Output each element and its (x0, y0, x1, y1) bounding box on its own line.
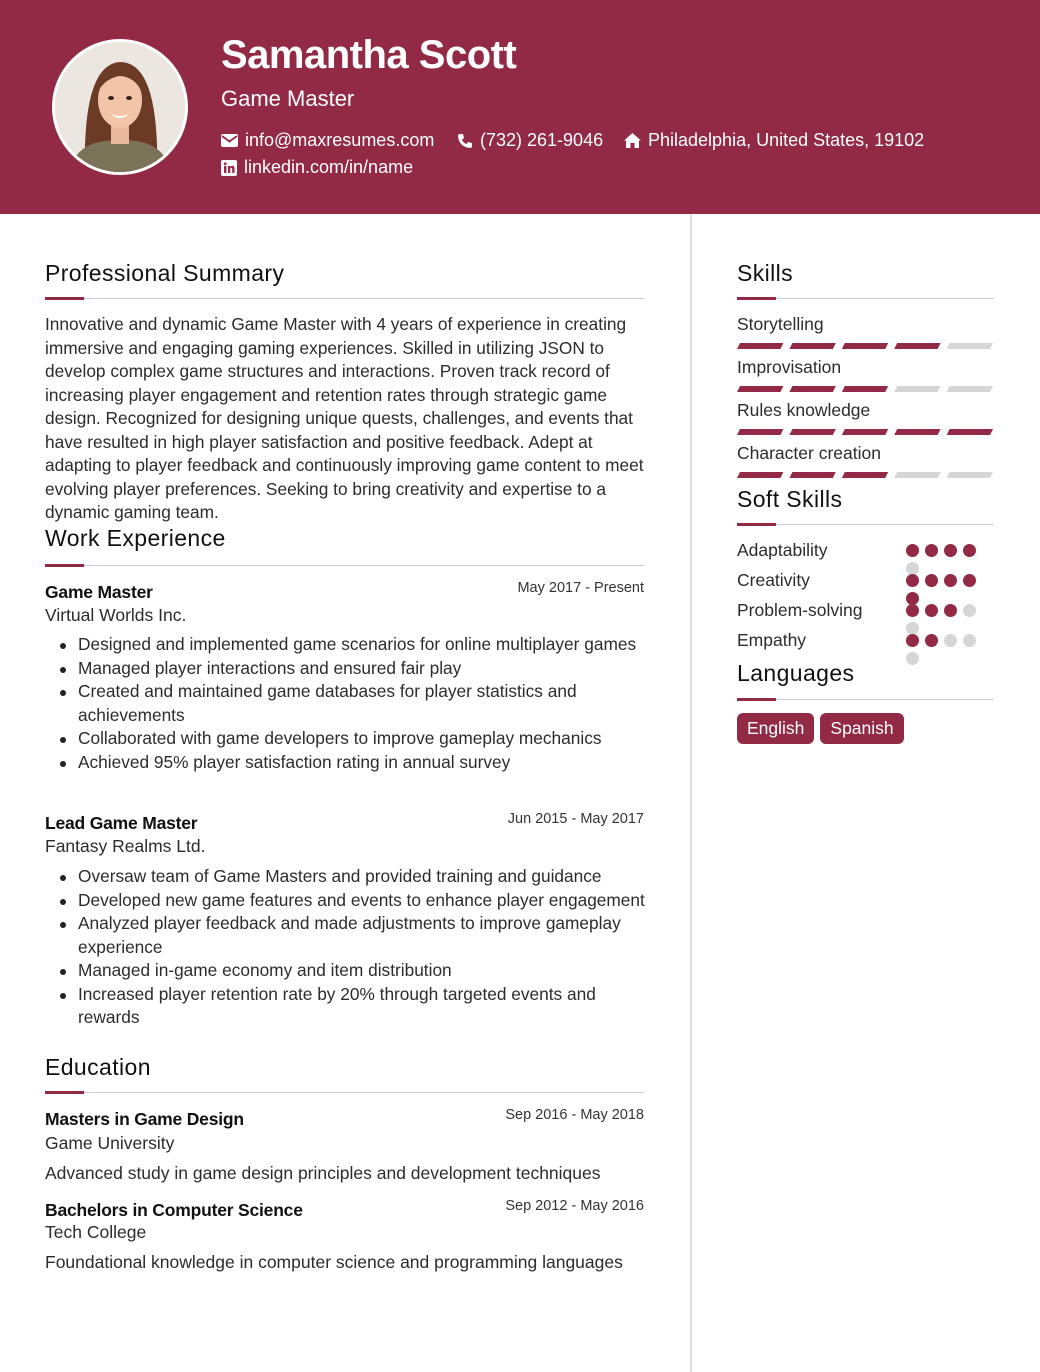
soft-skill-level-dot (963, 544, 976, 557)
language-list (737, 713, 904, 744)
job-1-bullets (78, 865, 648, 1030)
candidate-name: Samantha Scott (221, 33, 517, 77)
skills-heading: Skills (737, 260, 794, 286)
home-icon (624, 133, 641, 148)
contact-phone[interactable] (457, 130, 603, 151)
phone-text: (732) 261-9046 (480, 130, 604, 150)
contact-linkedin[interactable] (221, 157, 413, 178)
soft-skill-1-level (906, 574, 976, 605)
skill-0-level (737, 343, 993, 349)
section-accent (45, 1091, 84, 1094)
soft-skill-1-name: Creativity (737, 570, 810, 590)
skill-level-segment (947, 386, 993, 392)
soft-skills-heading: Soft Skills (737, 486, 843, 512)
job-1-title: Lead Game Master (45, 813, 198, 833)
soft-skill-level-dot (963, 604, 976, 617)
skill-level-segment (842, 343, 888, 349)
edu-0-date: Sep 2016 - May 2018 (505, 1107, 644, 1123)
resume-header (0, 0, 1040, 214)
section-rule (45, 298, 645, 299)
job-0-company: Virtual Worlds Inc. (45, 605, 187, 625)
skill-level-segment (947, 472, 993, 478)
skill-2-name: Rules knowledge (737, 400, 871, 420)
soft-skill-level-dot (925, 604, 938, 617)
skill-level-segment (894, 386, 940, 392)
soft-skill-level-dot (925, 634, 938, 647)
soft-skill-level-dot (963, 574, 976, 587)
soft-skill-3-level (906, 634, 976, 665)
section-accent (737, 698, 776, 701)
soft-skill-level-dot (906, 544, 919, 557)
soft-skill-level-dot (925, 574, 938, 587)
skill-0-name: Storytelling (737, 314, 824, 334)
language-badge: Spanish (820, 713, 903, 744)
list-item: Achieved 95% player satisfaction rating in annual survey (78, 751, 648, 775)
soft-skill-level-dot (944, 634, 957, 647)
list-item: Managed in-game economy and item distribution (78, 959, 648, 983)
section-rule (45, 565, 645, 566)
job-0-title: Game Master (45, 582, 153, 602)
summary-text: Innovative and dynamic Game Master with 4 years of experience in creating immersive and engaging gaming experiences. Skilled in utilizing JSON to develop complex game structures and interactions. Proven track record of increasing player engagement and retention rates through strategic game design. Recognized for designing unique quests, challenges, and events that have resulted in high player satisfaction and positive feedback. Adept at adapting to player feedback and continuously improving game content to meet evolving player preferences. Seeking to bring creativity and expertise to a dynamic gaming team. (45, 314, 644, 522)
skill-level-segment (737, 472, 783, 478)
job-1-date: Jun 2015 - May 2017 (507, 811, 644, 827)
soft-skill-0-name: Adaptability (737, 540, 828, 560)
linkedin-icon (221, 160, 237, 176)
soft-skill-level-dot (944, 544, 957, 557)
soft-skill-3-name: Empathy (737, 630, 807, 650)
email-text: info@maxresumes.com (245, 130, 435, 150)
language-badge: English (737, 713, 814, 744)
edu-1-school: Tech College (45, 1222, 147, 1242)
contact-email[interactable] (221, 130, 434, 151)
section-accent (737, 297, 776, 300)
phone-icon (457, 133, 473, 149)
skill-level-segment (789, 472, 835, 478)
skill-level-segment (789, 386, 835, 392)
skill-3-name: Character creation (737, 443, 881, 463)
section-accent (45, 297, 84, 300)
avatar (52, 39, 188, 175)
skill-level-segment (737, 343, 783, 349)
list-item: Designed and implemented game scenarios for online multiplayer games (78, 633, 648, 657)
soft-skill-0-level (906, 544, 976, 575)
soft-skill-level-dot (906, 574, 919, 587)
job-title: Game Master (221, 86, 355, 111)
edu-0-description: Advanced study in game design principles and development techniques (45, 1163, 601, 1183)
skill-level-segment (842, 386, 888, 392)
skill-level-segment (789, 343, 835, 349)
skill-level-segment (842, 429, 888, 435)
edu-0-school: Game University (45, 1133, 175, 1153)
job-0-bullets (78, 633, 648, 774)
contact-location (624, 130, 924, 151)
skill-level-segment (894, 343, 940, 349)
skill-level-segment (842, 472, 888, 478)
experience-heading: Work Experience (45, 525, 226, 551)
skill-1-name: Improvisation (737, 357, 842, 377)
edu-0-degree: Masters in Game Design (45, 1109, 244, 1129)
edu-1-date: Sep 2012 - May 2016 (505, 1198, 644, 1214)
list-item: Collaborated with game developers to improve gameplay mechanics (78, 727, 648, 751)
soft-skill-level-dot (963, 634, 976, 647)
list-item: Managed player interactions and ensured fair play (78, 657, 648, 681)
soft-skill-2-level (906, 604, 976, 635)
soft-skill-level-dot (944, 604, 957, 617)
skill-level-segment (947, 429, 993, 435)
skill-2-level (737, 429, 993, 435)
job-0-date: May 2017 - Present (517, 580, 644, 596)
edu-1-description: Foundational knowledge in computer science and programming languages (45, 1252, 623, 1272)
edu-1-degree: Bachelors in Computer Science (45, 1200, 303, 1220)
list-item: Developed new game features and events to enhance player engagement (78, 889, 648, 913)
skill-1-level (737, 386, 993, 392)
skill-level-segment (737, 386, 783, 392)
soft-skill-2-name: Problem-solving (737, 600, 863, 620)
skill-level-segment (947, 343, 993, 349)
column-divider (690, 214, 692, 1372)
section-rule (45, 1092, 645, 1093)
list-item: Analyzed player feedback and made adjustments to improve gameplay experience (78, 912, 648, 959)
education-heading: Education (45, 1054, 151, 1080)
soft-skill-level-dot (944, 574, 957, 587)
skill-3-level (737, 472, 993, 478)
skill-level-segment (789, 429, 835, 435)
section-accent (45, 564, 84, 567)
skill-level-segment (894, 429, 940, 435)
envelope-icon (221, 134, 238, 147)
skill-level-segment (737, 429, 783, 435)
job-1-company: Fantasy Realms Ltd. (45, 836, 206, 856)
soft-skill-level-dot (906, 652, 919, 665)
skill-level-segment (894, 472, 940, 478)
soft-skill-level-dot (925, 544, 938, 557)
linkedin-text: linkedin.com/in/name (244, 157, 414, 177)
profile-photo (55, 42, 185, 172)
summary-heading: Professional Summary (45, 260, 285, 286)
list-item: Oversaw team of Game Masters and provided training and guidance (78, 865, 648, 889)
list-item: Created and maintained game databases for player statistics and achievements (78, 680, 648, 727)
soft-skill-level-dot (906, 604, 919, 617)
soft-skill-level-dot (906, 634, 919, 647)
section-accent (737, 523, 776, 526)
list-item: Increased player retention rate by 20% through targeted events and rewards (78, 983, 648, 1030)
location-text: Philadelphia, United States, 19102 (648, 130, 925, 150)
languages-heading: Languages (737, 660, 855, 686)
